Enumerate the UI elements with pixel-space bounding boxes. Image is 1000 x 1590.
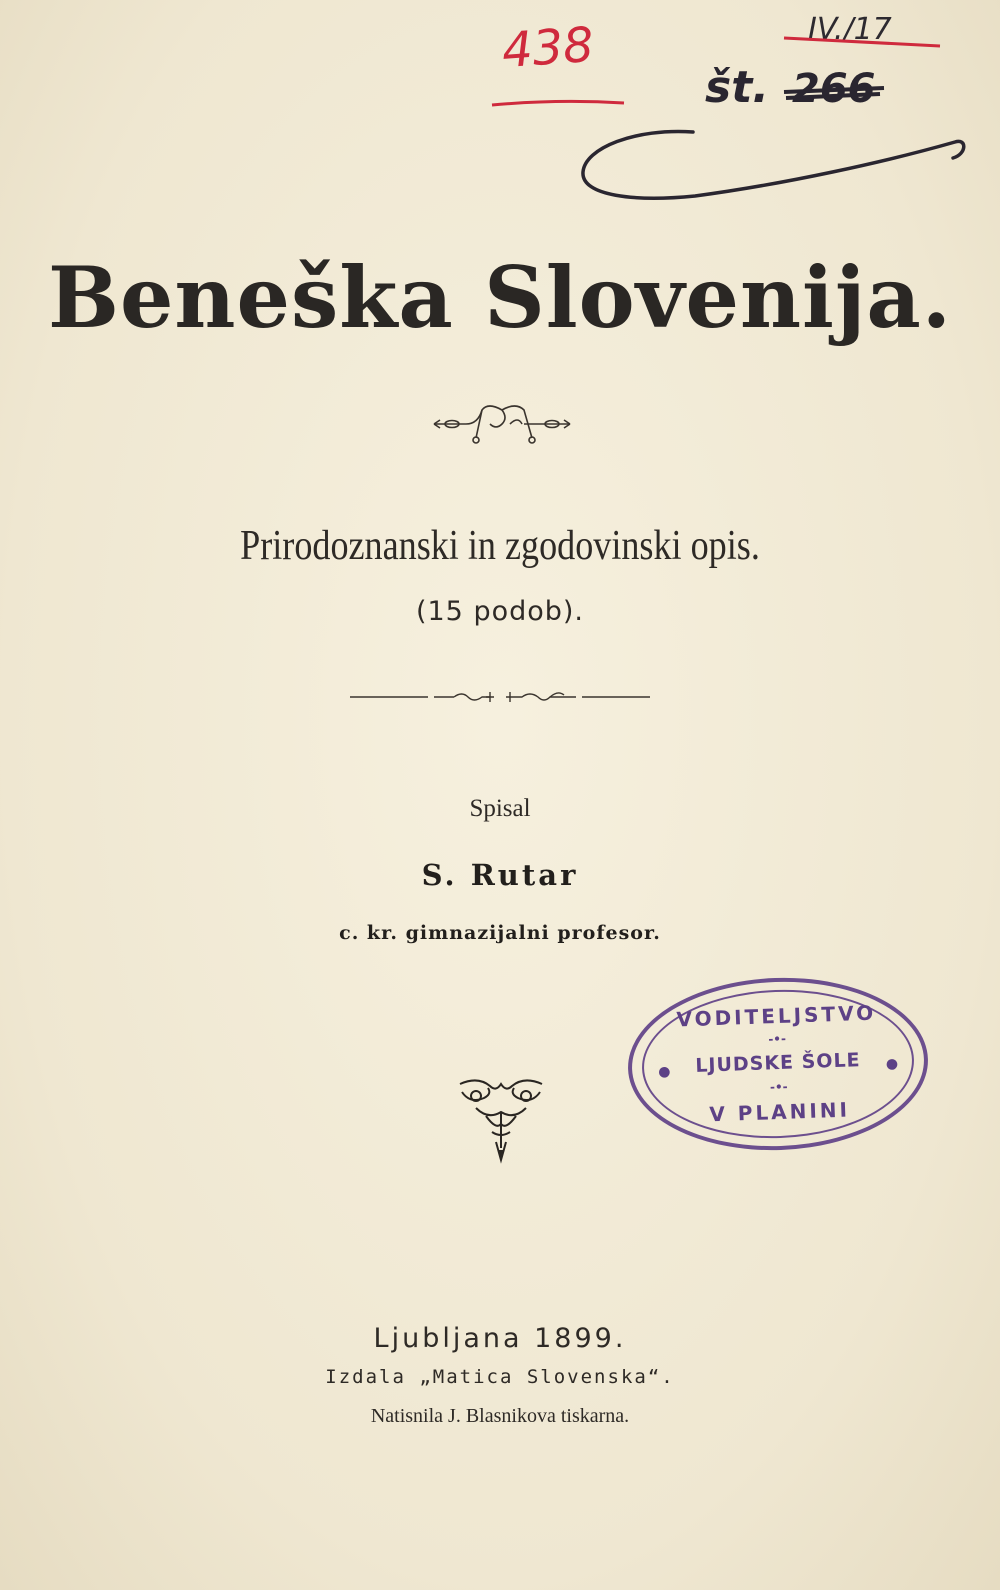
fleuron-ornament-icon — [456, 1076, 546, 1164]
pen-swoosh — [575, 118, 970, 213]
stamp-line-1: VODITELJSTVO — [676, 1000, 877, 1032]
stamp-line-2: LJUDSKE ŠOLE — [694, 1049, 861, 1077]
roman-mark: IV./17 — [808, 12, 892, 47]
author-title: c. kr. gimnazijalni profesor. — [339, 922, 661, 944]
ornament-flourish-icon — [430, 400, 575, 448]
publisher: Izdala „Matica Slovenska“. — [325, 1366, 675, 1388]
shelf-mark: 438 — [500, 16, 596, 80]
library-stamp — [625, 973, 931, 1155]
stamp-dot-icon: ● — [885, 1055, 899, 1073]
stamp-dot-icon: ● — [657, 1063, 671, 1081]
by-label: Spisal — [469, 795, 531, 822]
printer: Natisnila J. Blasnikova tiskarna. — [370, 1405, 630, 1427]
book-title: Beneška Slovenija. — [47, 248, 953, 347]
figures-note: (15 podob). — [415, 596, 585, 627]
roman-mark-strike — [780, 24, 945, 54]
stamp-line-3: V PLANINI — [708, 1097, 851, 1127]
place-and-year: Ljubljana 1899. — [373, 1323, 627, 1354]
number-strike — [780, 76, 890, 106]
ornamental-divider — [350, 686, 650, 708]
st-label: št. — [705, 62, 769, 113]
stamp-divider-icon: -•- — [768, 1031, 787, 1047]
shelf-mark-underline — [488, 96, 628, 110]
stamp-divider-icon: -•- — [769, 1079, 788, 1095]
struck-number: 266 — [792, 66, 876, 112]
author-name: S. Rutar — [421, 858, 579, 892]
book-subtitle: Prirodoznanski in zgodovinski opis. — [240, 523, 760, 569]
